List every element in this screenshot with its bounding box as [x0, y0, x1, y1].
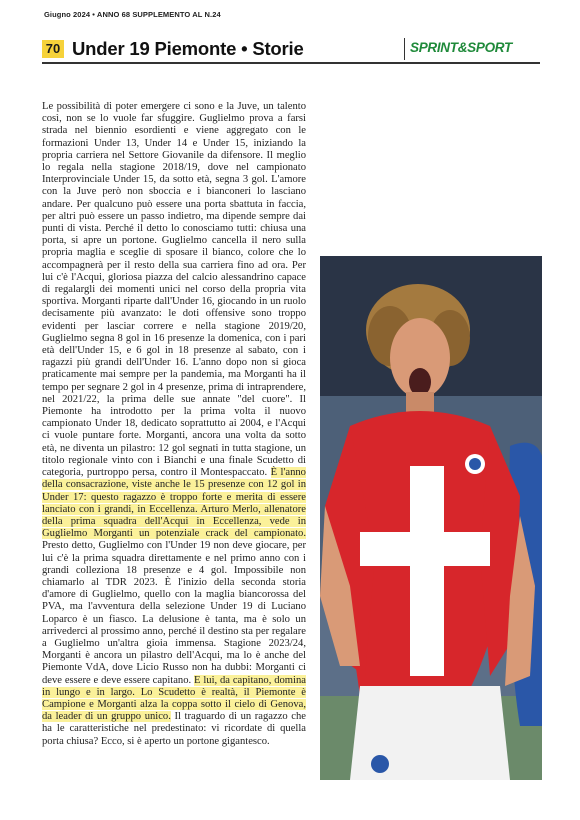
article-highlight-2: E lui, da capitano, domina in lungo e in largo. Lo Scudetto è realtà, il Piemonte è Campione e Morganti alza la coppa sotto il cielo di Genova, da leader di un gruppo unico.: [42, 674, 306, 723]
article-highlight-1: È l'anno della consacrazione, viste anche le 15 presenze con 12 gol in Under 17: questo ragazzo è troppo forte e merita di essere lanciato con i grandi, in Eccellenza. Arturo Merlo, allenatore della prima squadra dell'Acqui in Eccellenza, vede in Guglielmo Morganti un potenziale crack del campionato.: [42, 467, 306, 540]
article-text-before: Le possibilità di poter emergere ci sono e la Juve, un talento così, non se lo vuole far sfuggire. Guglielmo prova a farsi strada nel biennio esordienti e viene aggregato con le formazioni Under 13, Under 14 e Under 15, iniziando la propria carriera nel Settore Giovanile da difensore. Il meglio lo regala nella stagione 2018/19, dove nel campionato Interprovinciale Under 15, da sotto età, segna 3 gol. L'amore con la Juve però non sboccia e i bianconeri lo lasciano andare. Per qualcuno può essere una porta sbattuta in faccia, per altri può essere un passo indietro, ma dipende sempre dai punti di vista. Perché il detto lo conosciamo tutti: chiusa una porta, si apre un portone. Guglielmo cancella il nero sulla propria maglia e sceglie di sposare il bianco, colore che lo accompagnerà per il resto della sua carriera fino ad ora. Per lui c'è l'Acqui, gloriosa piazza del calcio alessandrino capace di regalargli dei momenti unici nel corso della propria vita sportiva. Morganti riparte dall'Under 16, giocando in un ruolo decisamente più avanzato: le doti offensive sono troppo evidenti per lasciar correre e nella stagione 2019/20, Guglielmo segna 8 gol in 16 presenze la domenica, con i pari età dell'Under 15, e 6 gol in 18 presenze al sabato, con i ragazzi più grandi dell'Under 16. L'anno dopo non si gioca praticamente mai sempre per la pandemia, ma Morganti ha il tempo per segnare 2 gol in 4 presenze, prima di intraprendere, nel 2021/22, la prima delle sue annate "del cuore". Il Piemonte ha introdotto per la prima volta il nuovo campionato Under 18, dedicato soprattutto ai 2004, e l'Acqui ci vuole puntare forte. Morganti, ancora una volta da sotto età, ne diventa un pilastro: 12 gol segnati in tutta stagione, un titolo regionale vinto con i Bianchi e una finale Scudetto di categoria, purtroppo persa, contro il Montespaccato.: [42, 101, 306, 479]
article-paragraph: [42, 101, 306, 748]
sprint-sport-logo: SPRINT&SPORT: [410, 40, 512, 55]
top-line: Giugno 2024 • ANNO 68 SUPPLEMENTO AL N.24: [44, 10, 221, 19]
page-number: 70: [42, 40, 64, 58]
player-photo: [320, 256, 542, 780]
article-text-middle: Presto detto, Guglielmo con l'Under 19 non deve giocare, per lui c'è la prima squadra direttamente e nel primo anno con i grandi collezionа 18 presenze e 4 gol. Impossibile non chiamarlo al TDR 2023. È l'inizio della seconda storia d'amore di Guglielmo, quello con la maglia biancorossa del PVA, ma l'avventura della selezione Under 19 di Luciano Loparco è un fiasco. La delusione è tanta, ma è solo un arrivederci al prossimo anno, perché il destino sta per regalare a Guglielmo un'altra gioia immensa. Stagione 2023/24, Morganti è ancora un pilastro dell'Acqui, ma lo è anche del Piemonte VdA, dove Licio Russo non ha dubbi: Morganti ci deve essere e deve essere capitano.: [42, 540, 306, 686]
article-text-after: Il traguardo di un ragazzo che ha le caratteristiche nel predestinato: vi ricordate di quella porta chiusa? Ecco, si è aperto un portone gigantesco.: [42, 711, 306, 747]
header-rule: [42, 62, 540, 64]
article-body: [42, 101, 306, 748]
section-title: Under 19 Piemonte • Storie: [72, 38, 304, 59]
header-separator: [404, 38, 405, 60]
